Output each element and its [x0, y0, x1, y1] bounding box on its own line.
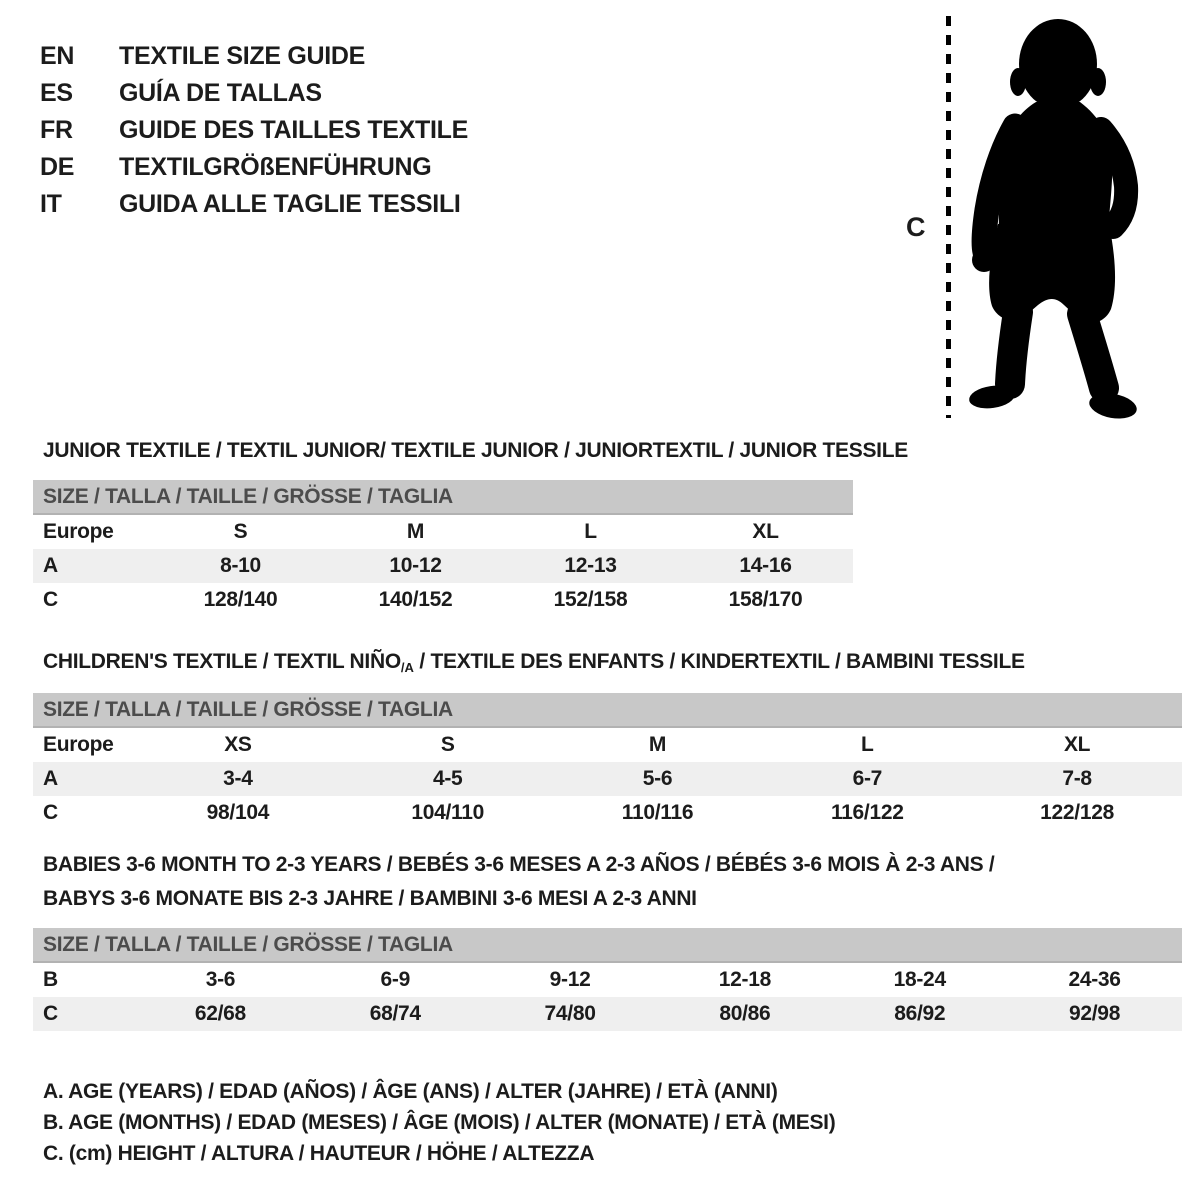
language-code: DE — [40, 153, 75, 181]
table-cell: 4-5 — [432, 767, 463, 790]
language-row — [40, 112, 468, 149]
table-cell: 92/98 — [1069, 1002, 1121, 1025]
table-cell: 86/92 — [894, 1002, 946, 1025]
table-cell: 68/74 — [369, 1002, 421, 1025]
language-row — [40, 186, 468, 223]
language-title: GUÍA DE TALLAS — [119, 79, 322, 107]
section-title-text: BABYS 3-6 MONATE BIS 2-3 JAHRE / BAMBINI 3-6 MESI A 2-3 ANNI — [43, 887, 697, 910]
table-cell: 116/122 — [830, 801, 904, 824]
column-header: M — [406, 520, 425, 543]
height-measure-label: C — [906, 212, 926, 242]
height-measure-dashed-line — [946, 16, 951, 418]
column-header: XL — [752, 520, 779, 543]
footnote-line: C. (cm) HEIGHT / ALTURA / HAUTEUR / HÖHE / ALTEZZA — [43, 1142, 595, 1165]
language-title: GUIDE DES TAILLES TEXTILE — [119, 116, 469, 144]
size-header-bar: SIZE / TALLA / TAILLE / GRÖSSE / TAGLIA — [33, 928, 1182, 963]
table-cell: 12-18 — [718, 968, 771, 991]
column-header: L — [584, 520, 597, 543]
table-cell: 74/80 — [544, 1002, 596, 1025]
size-header-bar: SIZE / TALLA / TAILLE / GRÖSSE / TAGLIA — [33, 480, 853, 515]
language-title-list — [40, 38, 468, 223]
language-row — [40, 75, 468, 112]
table-cell: 98/104 — [206, 801, 270, 824]
measurement-footnotes — [43, 1076, 835, 1169]
section-title-text: / TEXTILE DES ENFANTS / KINDERTEXTIL / BAMBINI TESSILE — [413, 650, 1025, 673]
table-cell: 140/152 — [378, 588, 453, 611]
section-title-text: BABIES 3-6 MONTH TO 2-3 YEARS / BEBÉS 3-6 MESES A 2-3 AÑOS / BÉBÉS 3-6 MOIS À 2-3 ANS / — [43, 853, 995, 876]
column-header: M — [648, 733, 667, 756]
table-cell: 104/110 — [411, 801, 485, 824]
table-cell: 5-6 — [642, 767, 673, 790]
size-header-bar: SIZE / TALLA / TAILLE / GRÖSSE / TAGLIA — [33, 693, 1182, 728]
table-row — [33, 796, 1182, 830]
table-row — [33, 997, 1182, 1031]
language-title: TEXTILE SIZE GUIDE — [119, 42, 366, 70]
section-title-line — [43, 848, 1182, 882]
row-label: B — [43, 968, 58, 991]
language-title: GUIDA ALLE TAGLIE TESSILI — [119, 190, 461, 218]
table-cell: 9-12 — [549, 968, 591, 991]
section-title — [33, 647, 1182, 679]
region-label: Europe — [43, 520, 114, 543]
language-row — [40, 38, 468, 75]
footnote-line: B. AGE (MONTHS) / EDAD (MESES) / ÂGE (MOIS) / ALTER (MONATE) / ETÀ (MESI) — [43, 1111, 836, 1134]
table-cell: 6-7 — [852, 767, 883, 790]
column-header: L — [861, 733, 874, 756]
table-cell: 122/128 — [1040, 801, 1114, 824]
language-code: IT — [40, 190, 62, 218]
column-header-row — [33, 515, 853, 549]
column-header: S — [440, 733, 455, 756]
toddler-silhouette-icon — [958, 14, 1144, 424]
column-header: XS — [224, 733, 252, 756]
table-row — [33, 549, 853, 583]
column-header: XL — [1063, 733, 1091, 756]
babies-textile-section — [33, 848, 1182, 1031]
table-cell: 8-10 — [220, 554, 261, 577]
row-label: A — [43, 767, 58, 790]
table-cell: 6-9 — [380, 968, 410, 991]
childrens-textile-section — [33, 647, 1182, 830]
column-header: S — [233, 520, 248, 543]
row-label: C — [43, 1002, 58, 1025]
row-label: C — [43, 588, 58, 611]
column-header-row — [33, 728, 1182, 762]
section-title — [33, 436, 908, 466]
table-cell: 62/68 — [194, 1002, 246, 1025]
table-row — [33, 963, 1182, 997]
section-title-line — [43, 436, 908, 466]
section-title-text: JUNIOR TEXTILE / TEXTIL JUNIOR/ TEXTILE JUNIOR / JUNIORTEXTIL / JUNIOR TESSILE — [43, 439, 908, 462]
table-cell: 10-12 — [389, 554, 442, 577]
table-cell: 158/170 — [728, 588, 803, 611]
table-cell: 3-4 — [223, 767, 253, 790]
section-title — [33, 848, 1182, 916]
region-label: Europe — [43, 733, 114, 756]
table-row — [33, 762, 1182, 796]
table-cell: 14-16 — [739, 554, 792, 577]
language-code: FR — [40, 116, 73, 144]
language-code: EN — [40, 42, 75, 70]
language-code: ES — [40, 79, 73, 107]
table-cell: 128/140 — [203, 588, 278, 611]
table-cell: 3-6 — [205, 968, 236, 991]
row-label: C — [43, 801, 58, 824]
junior-textile-section — [33, 436, 908, 617]
section-title-text: CHILDREN'S TEXTILE / TEXTIL NIÑO — [43, 650, 401, 673]
section-title-line — [43, 882, 1182, 916]
table-cell: 80/86 — [719, 1002, 771, 1025]
row-label: A — [43, 554, 58, 577]
language-title: TEXTILGRÖßENFÜHRUNG — [119, 153, 432, 181]
table-cell: 18-24 — [893, 968, 946, 991]
table-cell: 7-8 — [1062, 767, 1092, 790]
table-row — [33, 583, 853, 617]
table-cell: 12-13 — [564, 554, 617, 577]
table-cell: 110/116 — [621, 801, 694, 824]
table-cell: 24-36 — [1068, 968, 1121, 991]
language-row — [40, 149, 468, 186]
section-title-line — [43, 647, 1182, 679]
table-cell: 152/158 — [553, 588, 628, 611]
section-title-subscript: /A — [400, 660, 414, 675]
footnote-line: A. AGE (YEARS) / EDAD (AÑOS) / ÂGE (ANS) / ALTER (JAHRE) / ETÀ (ANNI) — [43, 1080, 778, 1103]
